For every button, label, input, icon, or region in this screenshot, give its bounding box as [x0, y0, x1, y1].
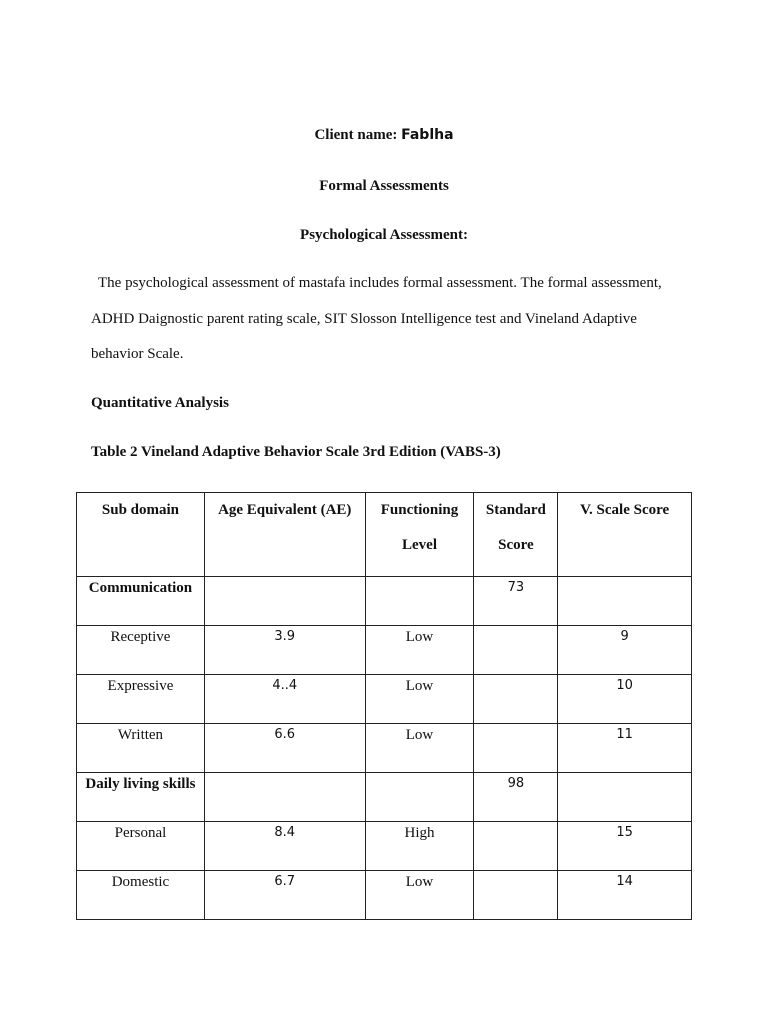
cell-ae: 6.6 — [204, 724, 365, 773]
intro-line-2: ADHD Daignostic parent rating scale, SIT Slosson Intelligence test and Vineland Adaptive — [91, 310, 637, 327]
cell-ae: 3.9 — [204, 626, 365, 675]
cell-sub-domain: Written — [77, 724, 205, 773]
intro-line-1: The psychological assessment of mastafa includes formal assessment. The formal assessment, — [98, 275, 662, 291]
cell-level: High — [365, 822, 474, 871]
cell-standard — [474, 626, 558, 675]
client-name-label: Client name: — [314, 127, 398, 143]
table-row — [77, 724, 692, 773]
intro-line-3: behavior Scale. — [91, 346, 184, 362]
cell-standard: 98 — [474, 773, 558, 822]
cell-v-scale: 9 — [558, 626, 692, 675]
table-row — [77, 773, 692, 822]
cell-level — [365, 773, 474, 822]
vabs-table — [76, 492, 692, 920]
table-caption: Table 2 Vineland Adaptive Behavior Scale 3rd Edition (VABS-3) — [91, 444, 501, 460]
cell-sub-domain: Domestic — [77, 871, 205, 920]
cell-v-scale: 11 — [558, 724, 692, 773]
cell-ae: 4..4 — [204, 675, 365, 724]
section-title: Formal Assessments — [319, 178, 449, 194]
cell-sub-domain: Personal — [77, 822, 205, 871]
cell-v-scale — [558, 773, 692, 822]
cell-sub-domain: Communication — [77, 577, 205, 626]
cell-level — [365, 577, 474, 626]
cell-level: Low — [365, 626, 474, 675]
table-row — [77, 577, 692, 626]
header-standard-score: Standard Score — [474, 493, 558, 577]
cell-sub-domain: Daily living skills — [77, 773, 205, 822]
analysis-heading: Quantitative Analysis — [91, 395, 229, 411]
table-row — [77, 675, 692, 724]
header-age-equivalent: Age Equivalent (AE) — [204, 493, 365, 577]
cell-standard — [474, 871, 558, 920]
cell-sub-domain: Expressive — [77, 675, 205, 724]
client-name-value: Fablha — [401, 127, 454, 143]
header-sub-domain: Sub domain — [77, 493, 205, 577]
cell-level: Low — [365, 871, 474, 920]
cell-standard — [474, 822, 558, 871]
cell-standard: 73 — [474, 577, 558, 626]
client-name-line — [0, 127, 768, 144]
header-functioning-level: Functioning Level — [365, 493, 474, 577]
cell-ae: 6.7 — [204, 871, 365, 920]
header-v-scale-score: V. Scale Score — [558, 493, 692, 577]
cell-ae: 8.4 — [204, 822, 365, 871]
cell-v-scale: 10 — [558, 675, 692, 724]
cell-level: Low — [365, 675, 474, 724]
intro-paragraph — [91, 266, 691, 373]
cell-v-scale — [558, 577, 692, 626]
cell-v-scale: 15 — [558, 822, 692, 871]
table-row — [77, 871, 692, 920]
subsection-title: Psychological Assessment: — [300, 227, 468, 243]
cell-sub-domain: Receptive — [77, 626, 205, 675]
cell-v-scale: 14 — [558, 871, 692, 920]
table-row — [77, 626, 692, 675]
cell-standard — [474, 724, 558, 773]
table-header-row — [77, 493, 692, 577]
cell-standard — [474, 675, 558, 724]
cell-ae — [204, 773, 365, 822]
cell-ae — [204, 577, 365, 626]
cell-level: Low — [365, 724, 474, 773]
table-row — [77, 822, 692, 871]
